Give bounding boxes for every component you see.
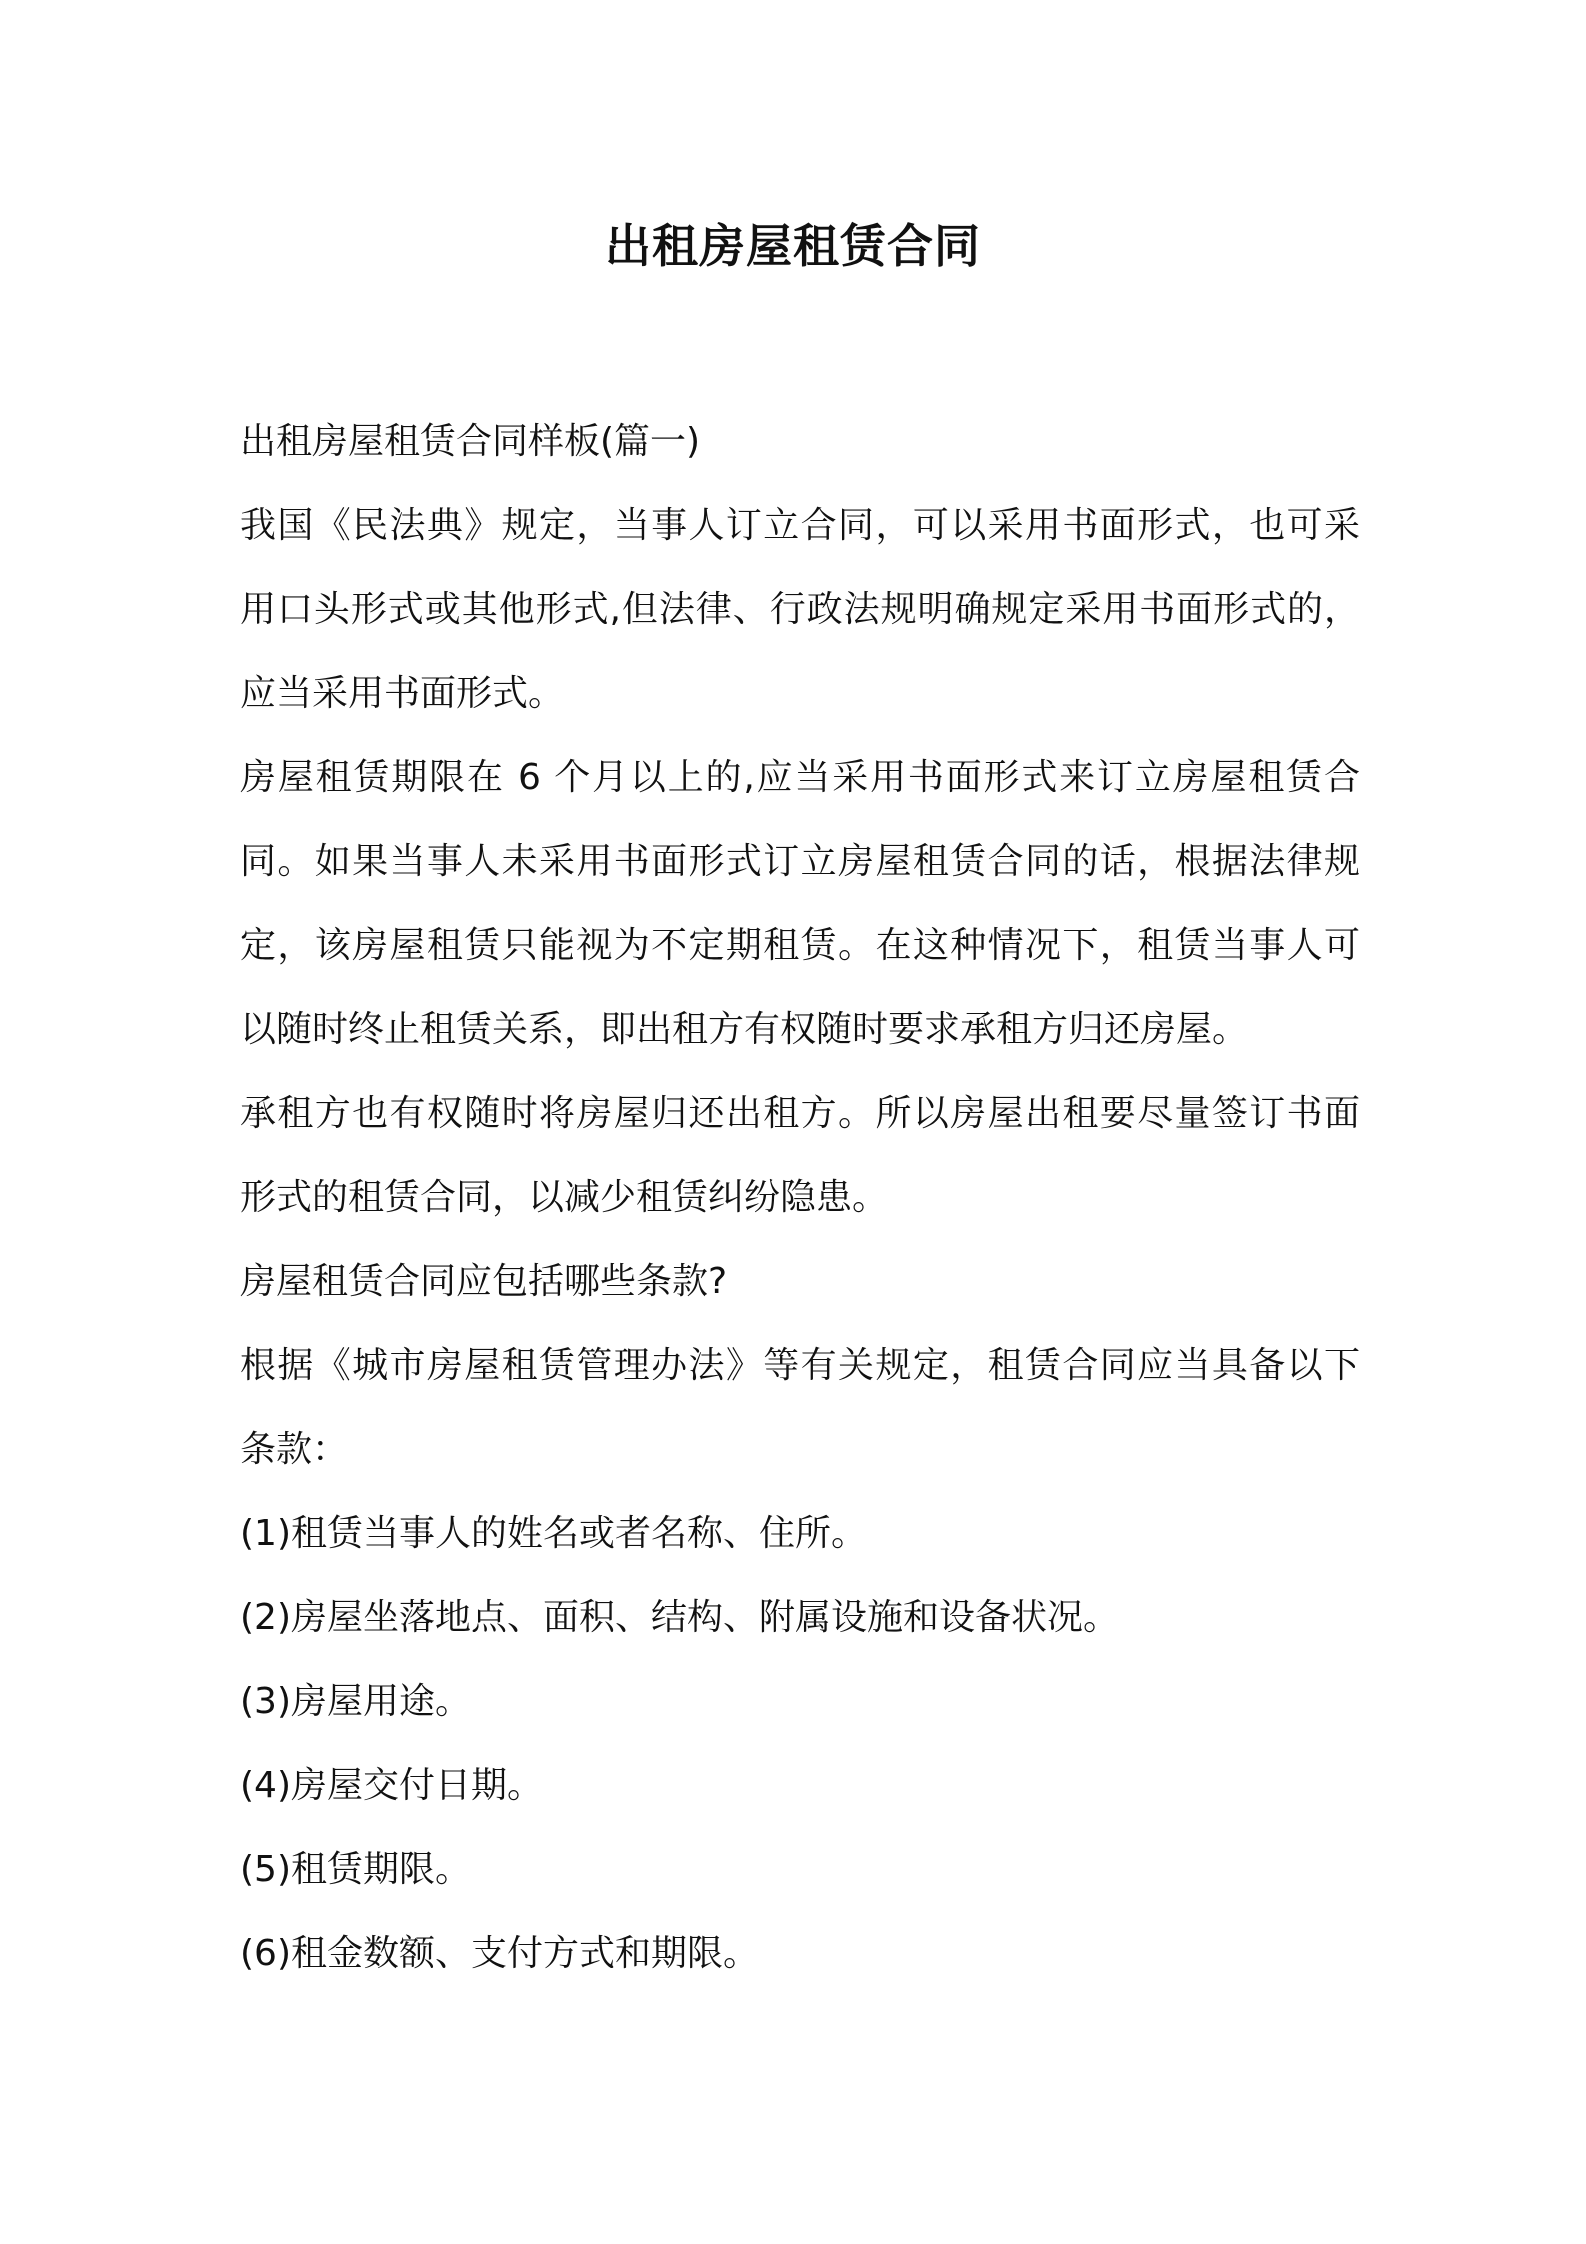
paragraph-line: 应当采用书面形式。 <box>240 673 565 714</box>
paragraph-line: 承租方也有权随时将房屋归还出租方。所以房屋出租要尽量签订书面 <box>240 1093 1360 1134</box>
list-item: (5)租赁期限。 <box>240 1849 471 1890</box>
document-body <box>240 400 1360 1996</box>
list-item: (1)租赁当事人的姓名或者名称、住所。 <box>240 1513 867 1554</box>
subtitle-line: 出租房屋租赁合同样板(篇一) <box>240 421 701 462</box>
paragraph-line: 条款： <box>240 1429 349 1470</box>
list-item: (3)房屋用途。 <box>240 1681 471 1722</box>
list-item: (6)租金数额、支付方式和期限。 <box>240 1933 759 1974</box>
paragraph-line: 根据《城市房屋租赁管理办法》等有关规定，租赁合同应当具备以下 <box>240 1345 1360 1386</box>
paragraph-line: 定，该房屋租赁只能视为不定期租赁。在这种情况下，租赁当事人可 <box>240 925 1360 966</box>
list-item: (4)房屋交付日期。 <box>240 1765 543 1806</box>
paragraph-line: 同。如果当事人未采用书面形式订立房屋租赁合同的话，根据法律规 <box>240 841 1360 882</box>
paragraph-line: 形式的租赁合同，以减少租赁纠纷隐患。 <box>240 1177 889 1218</box>
paragraph-line: 以随时终止租赁关系，即出租方有权随时要求承租方归还房屋。 <box>240 1009 1249 1050</box>
list-item: (2)房屋坐落地点、面积、结构、附属设施和设备状况。 <box>240 1597 1119 1638</box>
document-title: 出租房屋租赁合同 <box>605 219 981 273</box>
section-heading-line: 房屋租赁合同应包括哪些条款? <box>240 1261 728 1302</box>
paragraph-line: 我国《民法典》规定，当事人订立合同，可以采用书面形式，也可采 <box>240 505 1360 546</box>
paragraph-line: 用口头形式或其他形式,但法律、行政法规明确规定采用书面形式的， <box>240 589 1360 630</box>
paragraph-line: 房屋租赁期限在 6 个月以上的,应当采用书面形式来订立房屋租赁合 <box>240 757 1360 798</box>
